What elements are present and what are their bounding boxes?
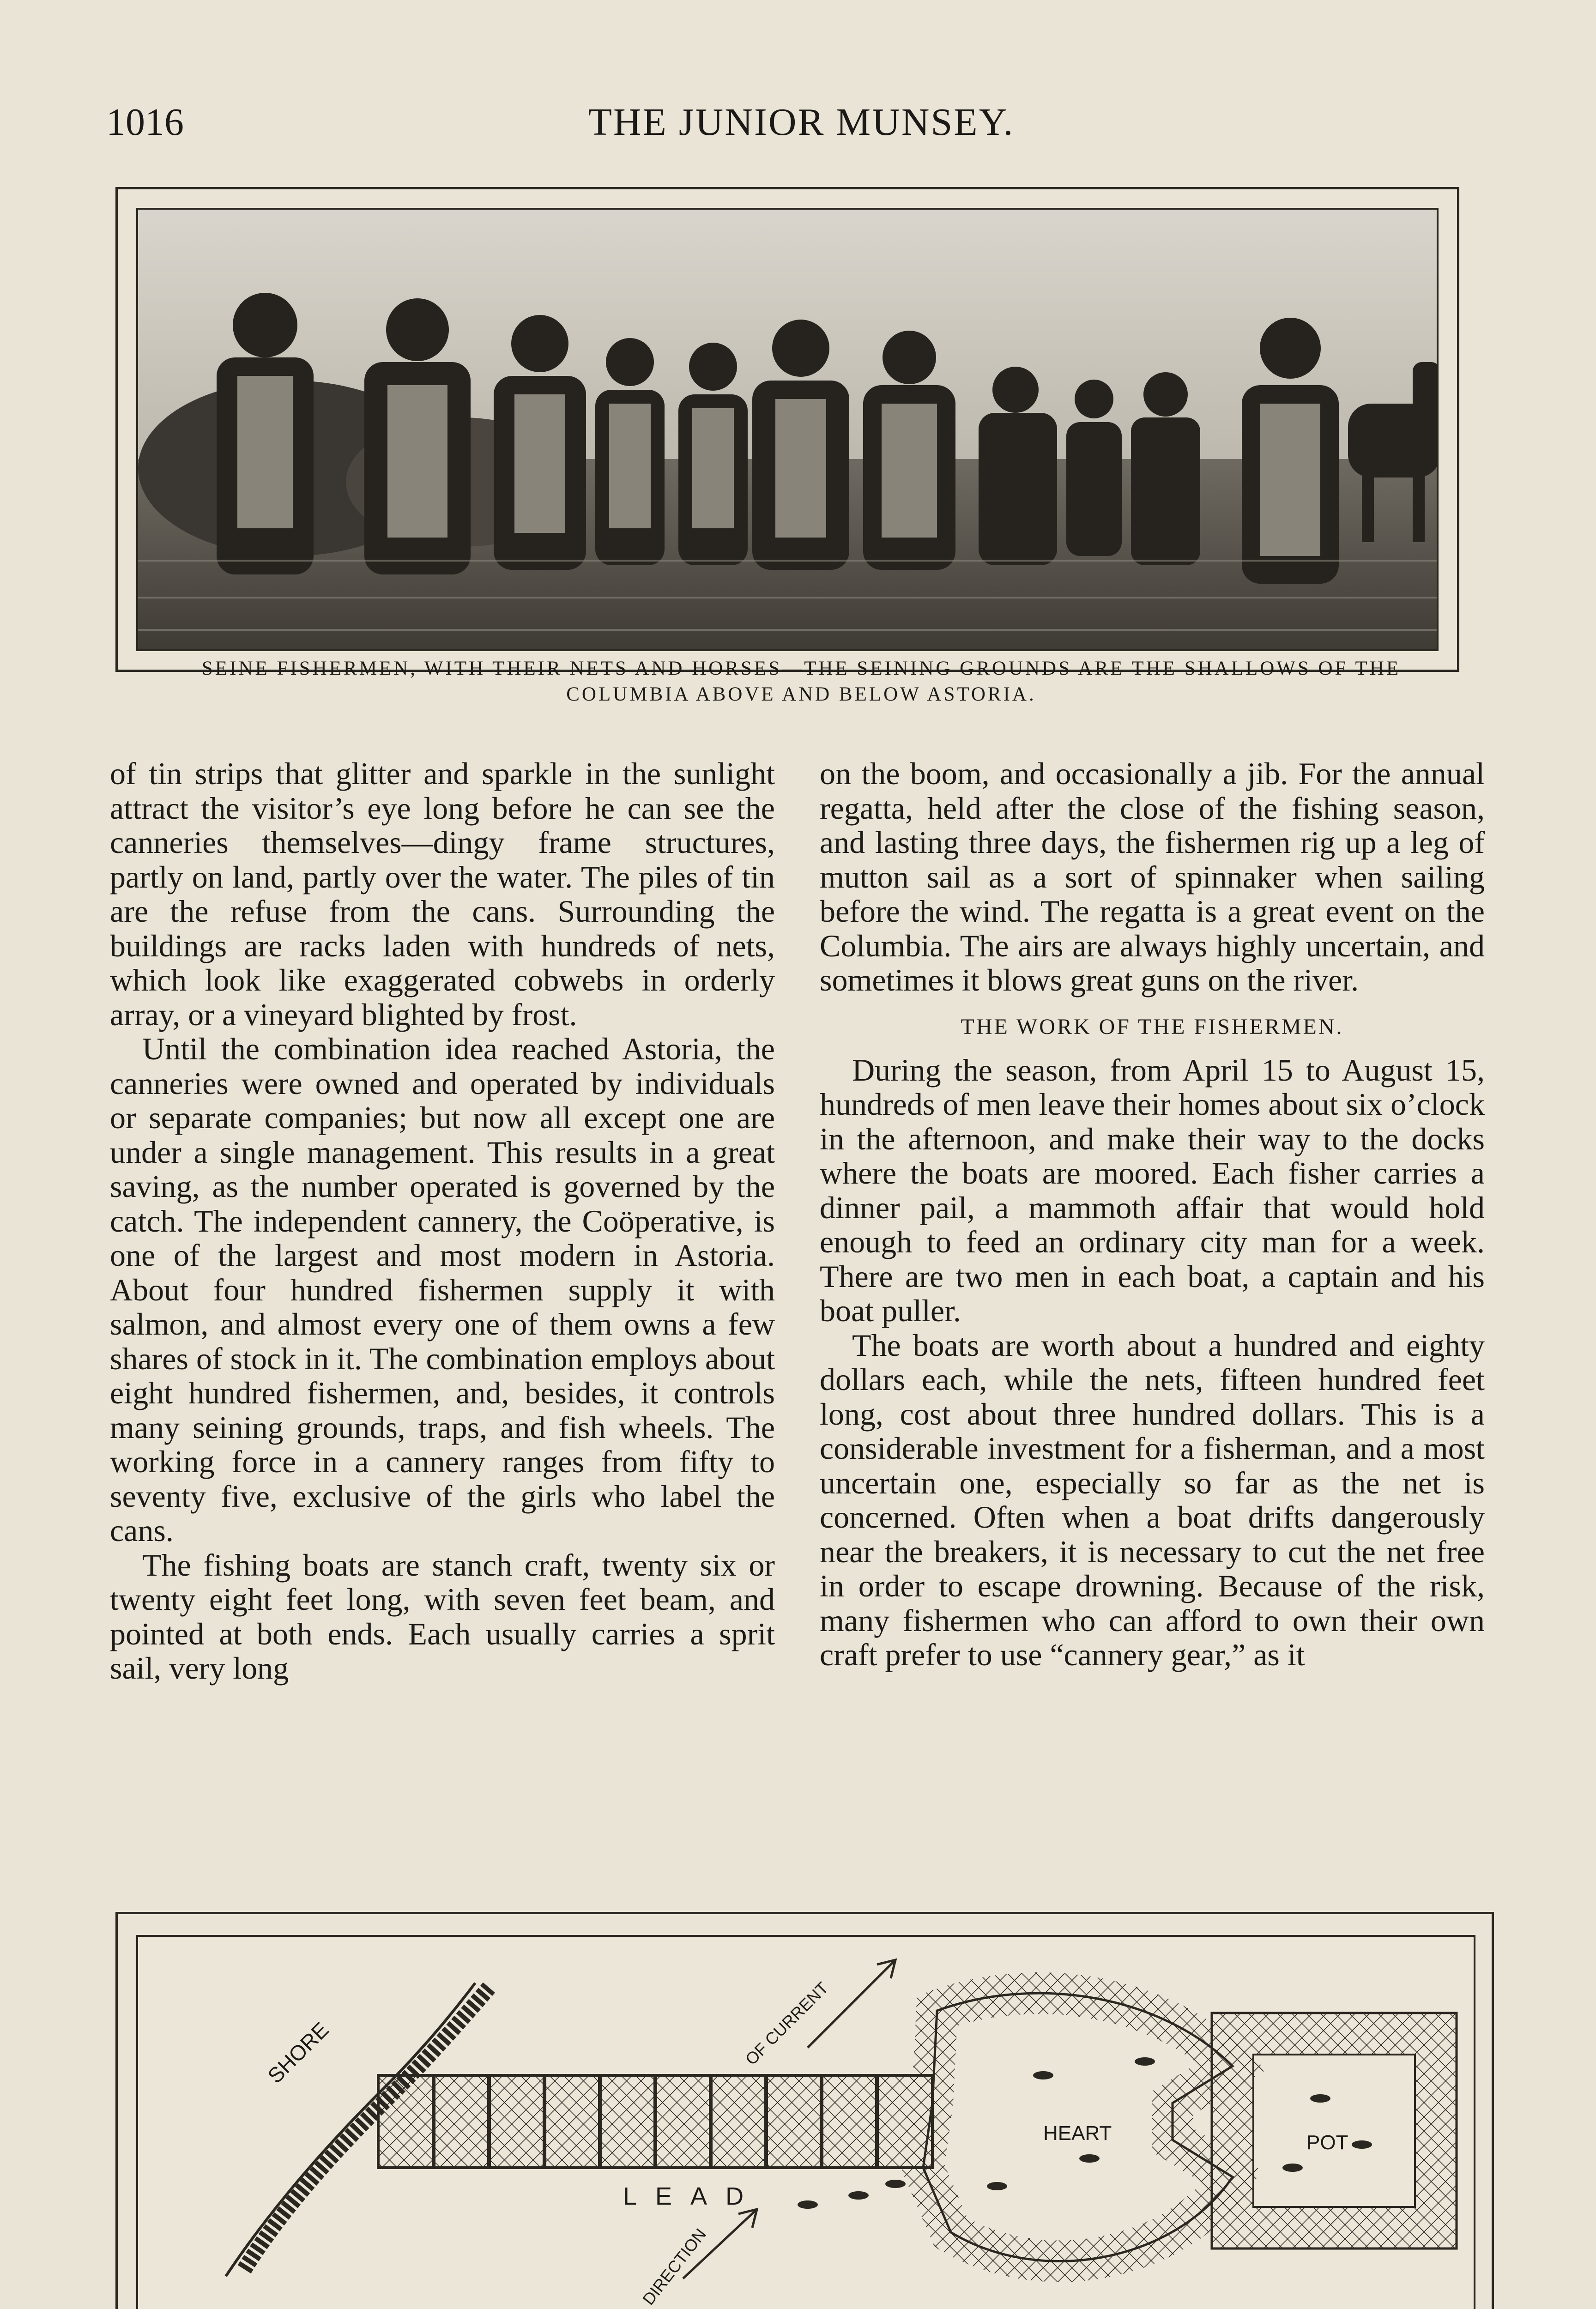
diagram-frame [115, 1912, 1494, 2309]
pot-net [1212, 2013, 1457, 2249]
left-paragraph-3: The fishing boats are stanch craft, twenty six or twenty eight feet long, with seven feet beam, and pointed at both ends. Each usually carries a sprit sail, very long [110, 1547, 775, 1686]
lead-net [378, 2075, 932, 2168]
label-shore: SHORE [263, 2017, 333, 2088]
right-paragraph-1: on the boom, and occasionally a jib. For the annual regatta, held after the close of the fishing season, and lasting three days, the fishermen rig up a leg of mutton sail as a sort of spinnaker when sailing before the wind. The regatta is a great event on the Columbia. The airs are always highly uncertain, and sometimes it blows great guns on the river. [820, 756, 1485, 997]
diagram-inner [136, 1935, 1475, 2309]
photo-caption-line-2: COLUMBIA ABOVE AND BELOW ASTORIA. [566, 683, 1036, 705]
label-lead: LEAD [623, 2182, 762, 2210]
right-paragraph-3: The boats are worth about a hundred and eighty dollars each, while the nets, fifteen hundred feet long, cost about three hundred dollars. This is a considerable investment for a fisherman, and a most uncertain one, especially so far as the net is concerned. Often when a boat drifts dangerously near the breakers, it is necessary to cut the net free in order to escape drowning. Because of the risk, many fishermen who can afford to own their own craft prefer to use “cannery gear,” as it [820, 1327, 1485, 1672]
page-number: 1016 [106, 101, 184, 144]
left-column [110, 756, 775, 1686]
left-paragraph-1: of tin strips that glitter and sparkle in the sunlight attract the visitor’s eye long before he can see the canneries themselves—dingy frame structures, partly on land, partly over the water. The piles of tin are the refuse from the cans. Surrounding the buildings are racks laden with hundreds of nets, which look like exaggerated cobwebs in orderly array, or a vineyard blighted by frost. [110, 756, 775, 1032]
running-title: THE JUNIOR MUNSEY. [588, 101, 1015, 144]
photo-caption-line-1: SEINE FISHERMEN, WITH THEIR NETS AND HORSES—THE SEINING GROUNDS ARE THE SHALLOWS OF THE [201, 658, 1401, 679]
photo-caption [106, 656, 1496, 707]
seine-fishermen-photo [138, 210, 1439, 651]
page-header [106, 97, 1496, 148]
photo-image [136, 208, 1439, 651]
photo-frame [115, 187, 1459, 672]
label-of-current: OF CURRENT [741, 1978, 832, 2069]
section-heading: THE WORK OF THE FISHERMEN. [961, 1014, 1344, 1039]
right-paragraph-2: During the season, from April 15 to August 15, hundreds of men leave their homes about six o’clock in the afternoon, and make their way to the docks where the boats are moored. Each fisher carries a dinner pail, a mammoth affair that would hold enough to feed an ordinary city man for a week. There are two men in each boat, a captain and his boat puller. [820, 1052, 1485, 1328]
right-column [820, 756, 1485, 1672]
label-pot: POT [1306, 2131, 1348, 2154]
left-paragraph-2: Until the combination idea reached Astoria, the canneries were owned and operated by individuals or separate companies; but now all except one are under a single management. This results in a great saving, as the number operated is governed by the catch. The independent cannery, the Coöperative, is one of the largest and most modern in Astoria. About four hundred fishermen supply it with salmon, and almost every one of them owns a few shares of stock in it. The combination employs about eight hundred fishermen, and, besides, it controls many seining grounds, traps, and fish wheels. The working force in a cannery ranges from fifty to seventy five, exclusive of the girls who label the cans. [110, 1031, 775, 1548]
salmon-trap-diagram [138, 1937, 1475, 2309]
label-heart: HEART [1043, 2122, 1112, 2145]
label-direction: DIRECTION [638, 2224, 710, 2309]
